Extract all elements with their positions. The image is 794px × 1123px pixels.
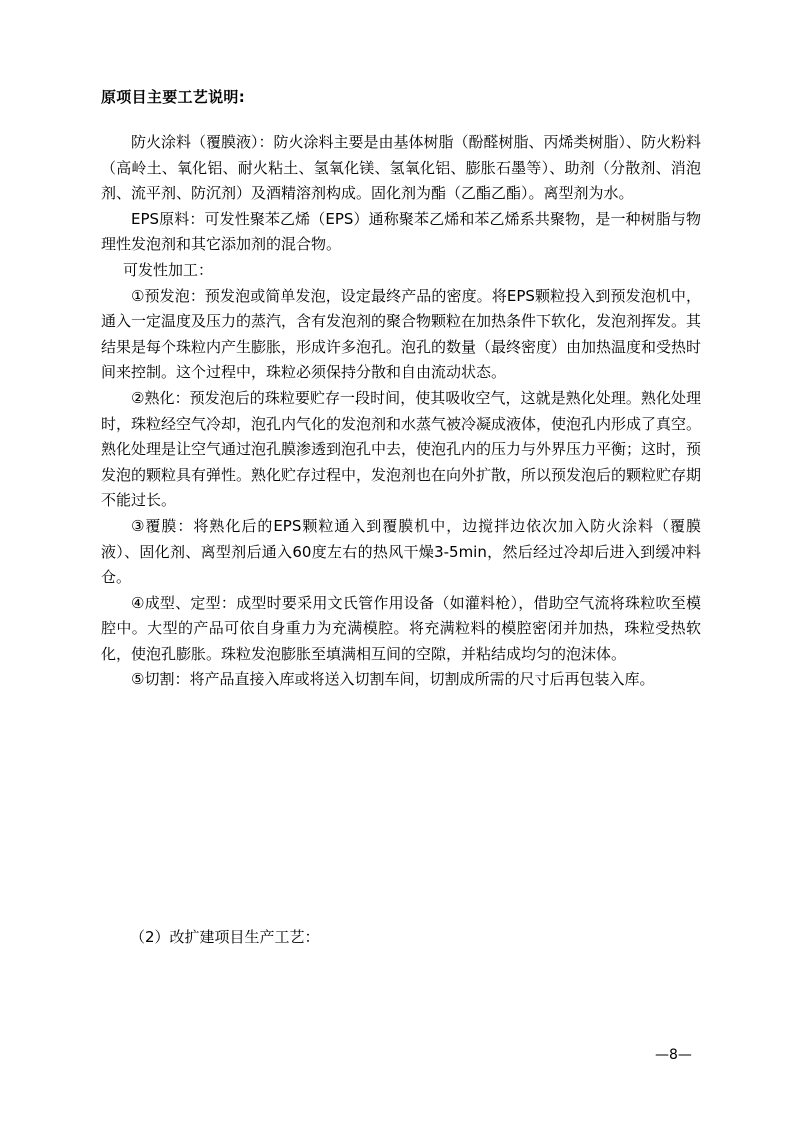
body-text [101,130,701,693]
paragraph-fire-coating: 防火涂料（覆膜液）：防火涂料主要是由基体树脂（酚醛树脂、丙烯类树脂）、防火粉料（高岭土、氧化铝、耐火粘土、氢氧化镁、氢氧化铝、膨胀石墨等）、助剂（分散剂、消泡剂、流平剂、防沉剂）及酒精溶剂构成。固化剂为酯（乙酯乙酯）。离型剂为水。 [101,133,702,203]
subsection-heading: （2）改扩建项目生产工艺： [130,928,320,946]
paragraph-cutting: ⑤切割：将产品直接入库或将送入切割车间，切割成所需的尺寸后再包装入库。 [131,670,655,689]
paragraph-molding: ④成型、定型：成型时要采用文氏管作用设备（如灌料枪），借助空气流将珠粒吹至模腔中。大型的产品可依自身重力为充满模腔。将充满粒料的模腔密闭并加热，珠粒受热软化，使泡孔膨胀。珠粒发泡膨胀至填满相互间的空隙，并粘结成均匀的泡沫体。 [101,593,701,663]
paragraph-eps-material: EPS原料：可发性聚苯乙烯（EPS）通称聚苯乙烯和苯乙烯系共聚物，是一种树脂与物理性发泡剂和其它添加剂的混合物。 [101,209,701,254]
paragraph-coating: ③覆膜：将熟化后的EPS颗粒通入到覆膜机中，边搅拌边依次加入防火涂料（覆膜液）、固化剂、离型剂后通入60度左右的热风干燥3-5min，然后经过冷却后进入到缓冲料仓。 [101,516,701,587]
paragraph-curing: ②熟化：预发泡后的珠粒要贮存一段时间，使其吸收空气，这就是熟化处理。熟化处理时，珠粒经空气冷却，泡孔内气化的发泡剂和水蒸气被冷凝成液体，使泡孔内形成了真空。熟化处理是让空气通过泡孔膜渗透到泡孔中去，使泡孔内的压力与外界压力平衡；这时，预发泡的颗粒具有弹性。熟化贮存过程中，发泡剂也在向外扩散，所以预发泡后的颗粒贮存期不能过长。 [101,388,702,510]
page-number: —8— [655,1047,692,1063]
paragraph-pre-foaming: ①预发泡：预发泡或简单发泡，设定最终产品的密度。将EPS颗粒投入到预发泡机中，通入一定温度及压力的蒸汽，含有发泡剂的聚合物颗粒在加热条件下软化，发泡剂挥发。其结果是每个珠粒内产生膨胀，形成许多泡孔。泡孔的数量（最终密度）由加热温度和受热时间来控制。这个过程中，珠粒必须保持分散和自由流动状态。 [101,286,702,382]
section-heading: 原项目主要工艺说明: [101,88,245,106]
paragraph-processing-title: 可发性加工： [123,260,214,279]
